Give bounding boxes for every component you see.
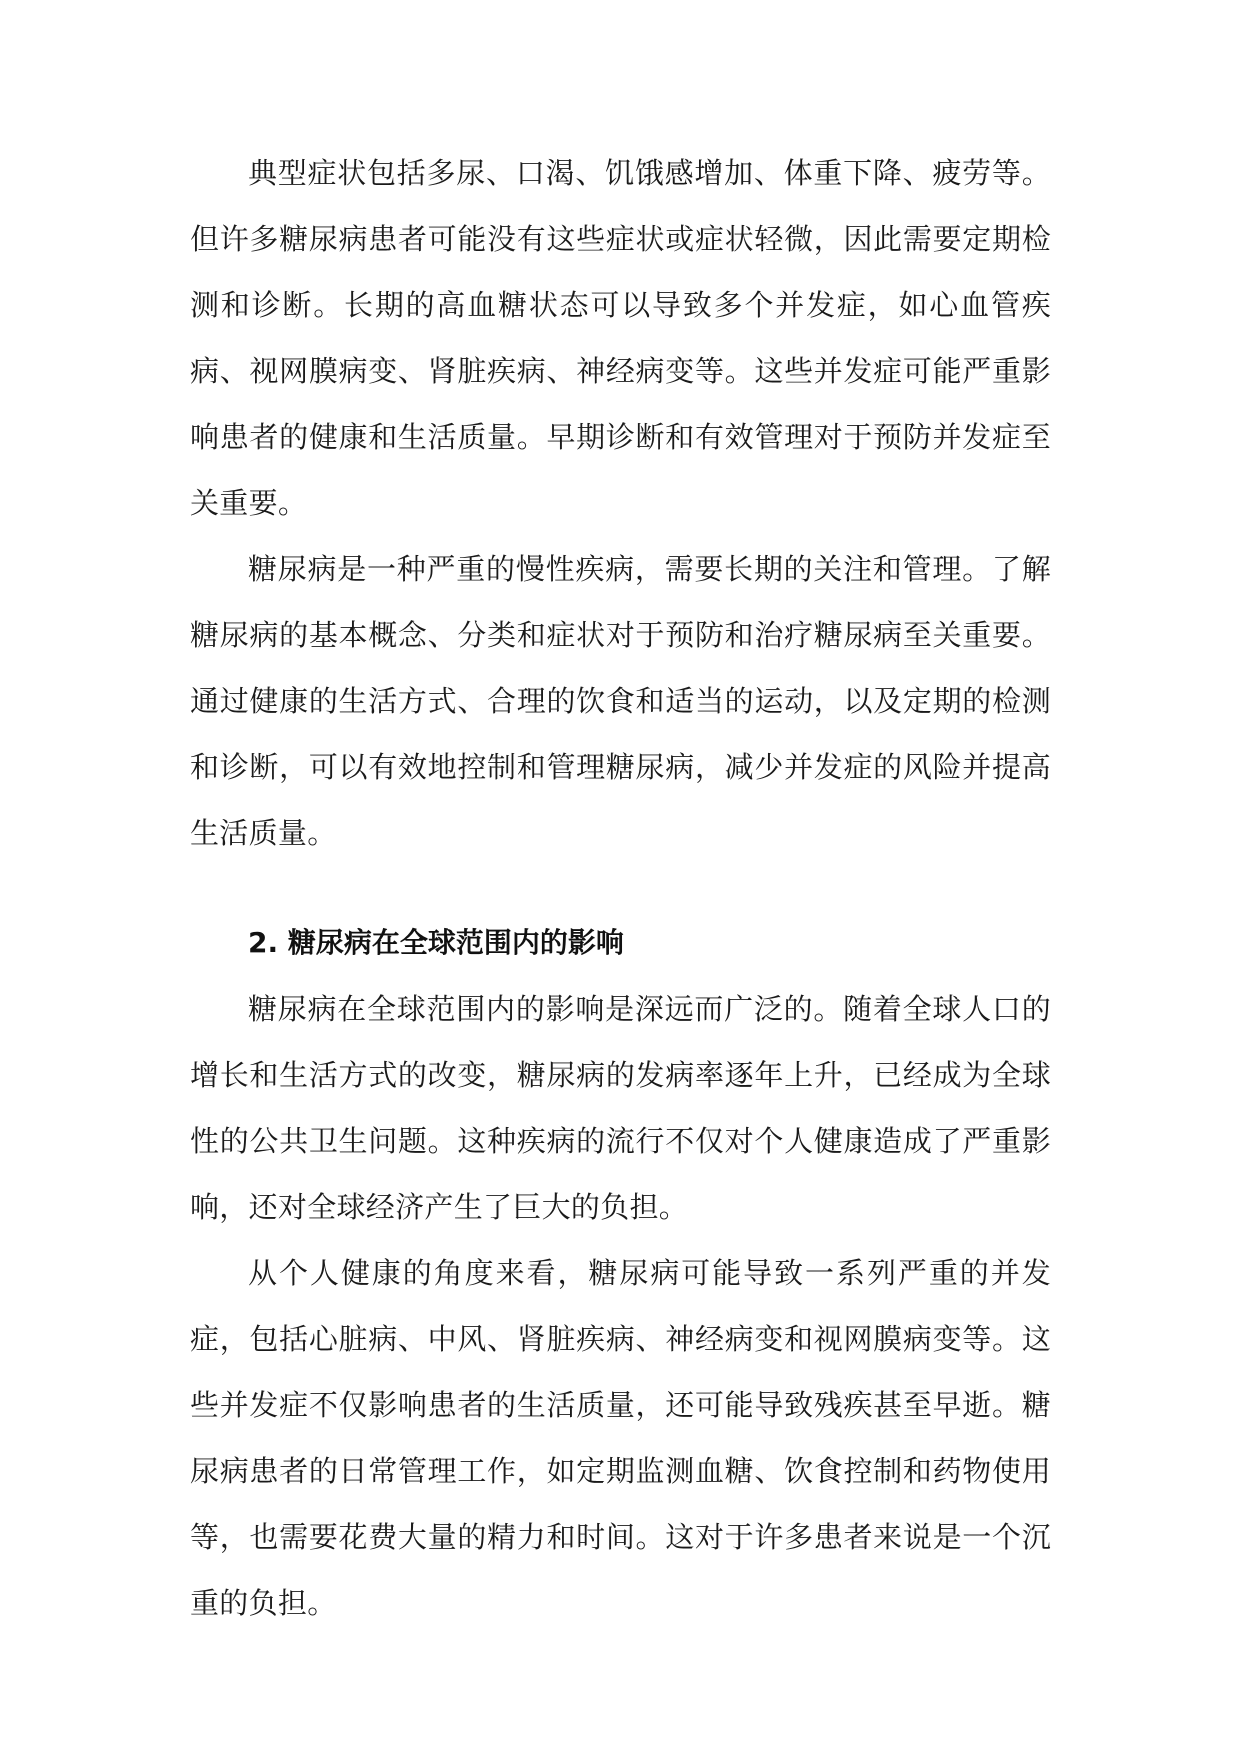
- paragraph-global-impact: 糖尿病在全球范围内的影响是深远而广泛的。随着全球人口的增长和生活方式的改变，糖尿病的发病率逐年上升，已经成为全球性的公共卫生问题。这种疾病的流行不仅对个人健康造成了严重影响，还对全球经济产生了巨大的负担。: [190, 992, 1051, 1224]
- paragraph-personal-health: 从个人健康的角度来看，糖尿病可能导致一系列严重的并发症，包括心脏病、中风、肾脏疾病、神经病变和视网膜病变等。这些并发症不仅影响患者的生活质量，还可能导致残疾甚至早逝。糖尿病患者的日常管理工作，如定期监测血糖、饮食控制和药物使用等，也需要花费大量的精力和时间。这对于许多患者来说是一个沉重的负担。: [190, 1256, 1051, 1620]
- paragraph-symptoms: 典型症状包括多尿、口渴、饥饿感增加、体重下降、疲劳等。但许多糖尿病患者可能没有这些症状或症状轻微，因此需要定期检测和诊断。长期的高血糖状态可以导致多个并发症，如心血管疾病、视网膜病变、肾脏疾病、神经病变等。这些并发症可能严重影响患者的健康和生活质量。早期诊断和有效管理对于预防并发症至关重要。: [190, 156, 1051, 520]
- paragraph-summary: 糖尿病是一种严重的慢性疾病，需要长期的关注和管理。了解糖尿病的基本概念、分类和症状对于预防和治疗糖尿病至关重要。通过健康的生活方式、合理的饮食和适当的运动，以及定期的检测和诊断，可以有效地控制和管理糖尿病，减少并发症的风险并提高生活质量。: [190, 552, 1051, 850]
- document-body: [190, 140, 1051, 1636]
- section-spacer: [190, 866, 1051, 910]
- section-heading: 2. 糖尿病在全球范围内的影响: [248, 926, 624, 959]
